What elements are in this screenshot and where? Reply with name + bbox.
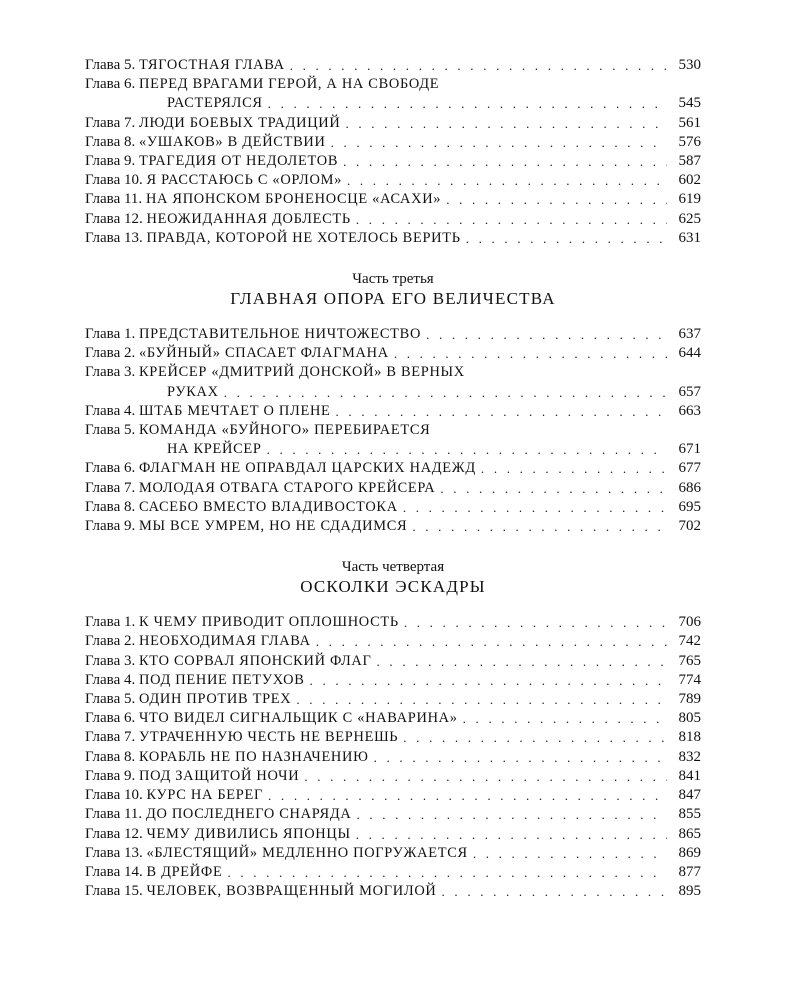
chapter-title: «УШАКОВ» В ДЕЙСТВИИ xyxy=(138,133,326,150)
toc-entry-line xyxy=(85,882,701,901)
toc-entry-line xyxy=(85,728,701,747)
page-number: 805 xyxy=(678,710,701,727)
toc-entry-line xyxy=(85,133,701,152)
chapter-label: Глава 12. xyxy=(85,210,143,227)
toc-entry xyxy=(85,498,701,517)
toc-entry xyxy=(85,767,701,786)
chapter-label: Глава 11. xyxy=(85,806,143,823)
dot-leader xyxy=(268,94,667,113)
page-number: 545 xyxy=(678,95,701,112)
toc-entry xyxy=(85,133,701,152)
dot-leader xyxy=(267,440,667,459)
dot-leader xyxy=(394,344,667,363)
page-number: 877 xyxy=(678,863,701,880)
chapter-title: ТРАГЕДИЯ ОТ НЕДОЛЕТОВ xyxy=(138,153,339,170)
toc-entry-line xyxy=(85,863,701,882)
dot-leader xyxy=(463,709,667,728)
chapter-title: КОМАНДА «БУЙНОГО» ПЕРЕБИРАЕТСЯ xyxy=(138,422,431,439)
chapter-title: ПЕРЕД ВРАГАМИ ГЕРОЙ, А НА СВОБОДЕ xyxy=(138,76,440,93)
chapter-label: Глава 8. xyxy=(85,133,136,150)
toc-section xyxy=(85,270,701,536)
page-number: 855 xyxy=(678,806,701,823)
chapter-label: Глава 5. xyxy=(85,57,136,73)
toc-entry xyxy=(85,882,701,901)
chapter-title: ДО ПОСЛЕДНЕГО СНАРЯДА xyxy=(145,806,352,823)
toc-entry xyxy=(85,421,701,459)
part-label: Часть четвертая xyxy=(341,559,445,576)
toc-entry-line xyxy=(85,325,701,344)
page-number: 895 xyxy=(678,883,701,900)
toc-entry xyxy=(85,402,701,421)
page-number: 561 xyxy=(678,114,701,131)
chapter-title: «БУЙНЫЙ» СПАСАЕТ ФЛАГМАНА xyxy=(138,345,389,362)
chapter-title: КОРАБЛЬ НЕ ПО НАЗНАЧЕНИЮ xyxy=(138,748,369,765)
toc-entry-line xyxy=(85,498,701,517)
toc-entry-line xyxy=(85,767,701,786)
chapter-title: ПОД ПЕНИЕ ПЕТУХОВ xyxy=(138,671,305,688)
chapter-label: Глава 8. xyxy=(85,748,136,765)
toc-entry-line xyxy=(85,344,701,363)
dot-leader xyxy=(347,171,667,190)
toc-entry xyxy=(85,171,701,190)
dot-leader xyxy=(296,690,667,709)
page-number: 671 xyxy=(678,441,701,458)
toc-entry xyxy=(85,863,701,882)
dot-leader xyxy=(412,517,667,536)
chapter-title: Я РАССТАЮСЬ С «ОРЛОМ» xyxy=(146,172,342,189)
dot-leader xyxy=(403,728,667,747)
toc-entry xyxy=(85,325,701,344)
chapter-title: ШТАБ МЕЧТАЕТ О ПЛЕНЕ xyxy=(138,402,331,419)
page-number: 742 xyxy=(678,633,701,650)
dot-leader xyxy=(481,459,667,478)
toc-entry-line xyxy=(85,632,701,651)
chapter-title: КРЕЙСЕР «ДМИТРИЙ ДОНСКОЙ» В ВЕРНЫХ xyxy=(138,364,465,381)
toc-entry-line xyxy=(85,844,701,863)
toc-entry xyxy=(85,190,701,209)
page-number: 818 xyxy=(678,729,701,746)
chapter-title: МОЛОДАЯ ОТВАГА СТАРОГО КРЕЙСЕРА xyxy=(138,479,436,496)
page-number: 602 xyxy=(678,172,701,189)
chapter-title: РАСТЕРЯЛСЯ xyxy=(167,95,263,112)
chapter-label: Глава 2. xyxy=(85,633,136,650)
toc-entry-line xyxy=(85,613,701,632)
dot-leader xyxy=(227,863,667,882)
dot-leader xyxy=(316,632,667,651)
table-of-contents xyxy=(85,56,701,901)
chapter-title: НА КРЕЙСЕР xyxy=(167,441,262,458)
toc-entry-line xyxy=(85,479,701,498)
toc-entry xyxy=(85,652,701,671)
dot-leader xyxy=(473,844,667,863)
toc-entry xyxy=(85,517,701,536)
toc-entry xyxy=(85,709,701,728)
toc-entry-line xyxy=(85,690,701,709)
dot-leader xyxy=(343,152,667,171)
toc-section xyxy=(85,56,701,248)
chapter-label: Глава 9. xyxy=(85,518,136,535)
page-number: 695 xyxy=(678,498,701,515)
page-number: 706 xyxy=(678,614,701,631)
toc-entry-line xyxy=(85,363,701,382)
chapter-label: Глава 3. xyxy=(85,652,136,669)
chapter-label: Глава 7. xyxy=(85,114,136,131)
part-heading xyxy=(85,270,701,309)
toc-entry xyxy=(85,75,701,113)
part-label: Часть третья xyxy=(352,271,434,288)
chapter-label: Глава 2. xyxy=(85,345,136,362)
page-number: 869 xyxy=(678,844,701,861)
page-number: 530 xyxy=(678,57,701,73)
chapter-label: Глава 15. xyxy=(85,883,143,900)
chapter-title: ЧЕМУ ДИВИЛИСЬ ЯПОНЦЫ xyxy=(146,825,351,842)
chapter-title: САСЕБО ВМЕСТО ВЛАДИВОСТОКА xyxy=(138,498,398,515)
chapter-title: МЫ ВСЕ УМРЕМ, НО НЕ СДАДИМСЯ xyxy=(138,518,408,535)
part-title: ОСКОЛКИ ЭСКАДРЫ xyxy=(300,577,486,597)
dot-leader xyxy=(356,210,667,229)
dot-leader xyxy=(404,613,667,632)
chapter-title: НЕОЖИДАННАЯ ДОБЛЕСТЬ xyxy=(146,210,351,227)
toc-entry-line xyxy=(85,114,701,133)
toc-entry-line xyxy=(85,152,701,171)
chapter-title: ЧЕЛОВЕК, ВОЗВРАЩЕННЫЙ МОГИЛОЙ xyxy=(146,883,437,900)
toc-entry xyxy=(85,152,701,171)
page-number: 637 xyxy=(678,326,701,343)
toc-entry-line xyxy=(85,805,701,824)
dot-leader xyxy=(356,805,667,824)
chapter-title: В ДРЕЙФЕ xyxy=(146,863,223,880)
chapter-label: Глава 10. xyxy=(85,787,143,804)
chapter-label: Глава 7. xyxy=(85,479,136,496)
chapter-label: Глава 7. xyxy=(85,729,136,746)
chapter-label: Глава 10. xyxy=(85,172,143,189)
chapter-title: ЧТО ВИДЕЛ СИГНАЛЬЩИК С «НАВАРИНА» xyxy=(138,710,458,727)
page-number: 644 xyxy=(678,345,701,362)
page-number: 686 xyxy=(678,479,701,496)
toc-entry-line xyxy=(85,210,701,229)
toc-entry-line xyxy=(85,402,701,421)
chapter-label: Глава 4. xyxy=(85,671,136,688)
chapter-label: Глава 9. xyxy=(85,153,136,170)
chapter-title: «БЛЕСТЯЩИЙ» МЕДЛЕННО ПОГРУЖАЕТСЯ xyxy=(146,844,468,861)
dot-leader xyxy=(331,133,667,152)
toc-entry-line xyxy=(85,671,701,690)
toc-entry xyxy=(85,459,701,478)
chapter-label: Глава 1. xyxy=(85,326,136,343)
chapter-label: Глава 4. xyxy=(85,402,136,419)
chapter-title: ФЛАГМАН НЕ ОПРАВДАЛ ЦАРСКИХ НАДЕЖД xyxy=(138,460,476,477)
page-number: 677 xyxy=(678,460,701,477)
toc-entry-line xyxy=(85,190,701,209)
chapter-label: Глава 14. xyxy=(85,863,143,880)
dot-leader xyxy=(440,479,667,498)
chapter-title: ОДИН ПРОТИВ ТРЕХ xyxy=(138,691,292,708)
toc-entry-line xyxy=(85,229,701,248)
toc-entry xyxy=(85,825,701,844)
toc-entry xyxy=(85,632,701,651)
chapter-label: Глава 11. xyxy=(85,191,143,208)
chapter-title: НА ЯПОНСКОМ БРОНЕНОСЦЕ «АСАХИ» xyxy=(145,191,442,208)
chapter-title: К ЧЕМУ ПРИВОДИТ ОПЛОШНОСТЬ xyxy=(138,614,399,631)
toc-entry xyxy=(85,363,701,401)
toc-entry xyxy=(85,613,701,632)
toc-entry-line xyxy=(85,75,701,94)
dot-leader xyxy=(290,56,667,75)
chapter-title: ТЯГОСТНАЯ ГЛАВА xyxy=(138,57,285,73)
toc-entry xyxy=(85,114,701,133)
toc-entry-line xyxy=(85,56,701,75)
toc-entry xyxy=(85,344,701,363)
dot-leader xyxy=(442,882,667,901)
chapter-label: Глава 9. xyxy=(85,767,136,784)
toc-entry-line xyxy=(85,440,701,459)
toc-entry-line xyxy=(85,517,701,536)
dot-leader xyxy=(224,383,667,402)
dot-leader xyxy=(310,671,667,690)
page-number: 657 xyxy=(678,383,701,400)
page-number: 663 xyxy=(678,402,701,419)
toc-entry xyxy=(85,229,701,248)
dot-leader xyxy=(268,786,667,805)
toc-section xyxy=(85,558,701,901)
toc-entry xyxy=(85,748,701,767)
toc-entry-line xyxy=(85,652,701,671)
page-number: 865 xyxy=(678,825,701,842)
dot-leader xyxy=(374,748,667,767)
page-number: 765 xyxy=(678,652,701,669)
toc-entry xyxy=(85,479,701,498)
chapter-title: РУКАХ xyxy=(167,383,219,400)
page-number: 576 xyxy=(678,133,701,150)
toc-entry-line xyxy=(85,94,701,113)
toc-entry-line xyxy=(85,825,701,844)
toc-entry xyxy=(85,56,701,75)
toc-entry-line xyxy=(85,709,701,728)
chapter-title: НЕОБХОДИМАЯ ГЛАВА xyxy=(138,633,311,650)
page-number: 619 xyxy=(678,191,701,208)
dot-leader xyxy=(304,767,667,786)
dot-leader xyxy=(403,498,667,517)
chapter-title: УТРАЧЕННУЮ ЧЕСТЬ НЕ ВЕРНЕШЬ xyxy=(138,729,399,746)
toc-entry xyxy=(85,210,701,229)
toc-entry xyxy=(85,690,701,709)
part-heading xyxy=(85,558,701,597)
page-number: 774 xyxy=(678,671,701,688)
chapter-label: Глава 6. xyxy=(85,460,136,477)
chapter-title: КТО СОРВАЛ ЯПОНСКИЙ ФЛАГ xyxy=(138,652,372,669)
toc-entry-line xyxy=(85,459,701,478)
toc-entry xyxy=(85,728,701,747)
toc-entry xyxy=(85,805,701,824)
chapter-label: Глава 6. xyxy=(85,76,136,93)
dot-leader xyxy=(336,402,667,421)
dot-leader xyxy=(466,229,667,248)
dot-leader xyxy=(356,825,667,844)
chapter-label: Глава 3. xyxy=(85,364,136,381)
toc-entry-line xyxy=(85,383,701,402)
page-number: 702 xyxy=(678,518,701,535)
chapter-label: Глава 12. xyxy=(85,825,143,842)
dot-leader xyxy=(426,325,667,344)
toc-entry-line xyxy=(85,421,701,440)
page-number: 841 xyxy=(678,767,701,784)
dot-leader xyxy=(377,652,667,671)
page-number: 587 xyxy=(678,153,701,170)
page-number: 847 xyxy=(678,787,701,804)
chapter-title: ПРЕДСТАВИТЕЛЬНОЕ НИЧТОЖЕСТВО xyxy=(138,326,422,343)
chapter-title: ПРАВДА, КОТОРОЙ НЕ ХОТЕЛОСЬ ВЕРИТЬ xyxy=(146,229,461,246)
page-number: 631 xyxy=(678,229,701,246)
toc-entry xyxy=(85,786,701,805)
toc-entry-line xyxy=(85,786,701,805)
part-title: ГЛАВНАЯ ОПОРА ЕГО ВЕЛИЧЕСТВА xyxy=(230,289,556,309)
chapter-label: Глава 6. xyxy=(85,710,136,727)
toc-entry xyxy=(85,671,701,690)
chapter-label: Глава 13. xyxy=(85,844,143,861)
dot-leader xyxy=(345,114,667,133)
chapter-title: ПОД ЗАЩИТОЙ НОЧИ xyxy=(138,767,300,784)
chapter-title: КУРС НА БЕРЕГ xyxy=(146,787,264,804)
page-number: 789 xyxy=(678,691,701,708)
dot-leader xyxy=(446,190,667,209)
page-number: 832 xyxy=(678,748,701,765)
chapter-label: Глава 5. xyxy=(85,422,136,439)
chapter-label: Глава 5. xyxy=(85,691,136,708)
page-number: 625 xyxy=(678,210,701,227)
chapter-label: Глава 8. xyxy=(85,498,136,515)
chapter-label: Глава 1. xyxy=(85,614,136,631)
chapter-label: Глава 13. xyxy=(85,229,143,246)
toc-entry-line xyxy=(85,748,701,767)
toc-entry xyxy=(85,844,701,863)
toc-entry-line xyxy=(85,171,701,190)
chapter-title: ЛЮДИ БОЕВЫХ ТРАДИЦИЙ xyxy=(138,114,341,131)
